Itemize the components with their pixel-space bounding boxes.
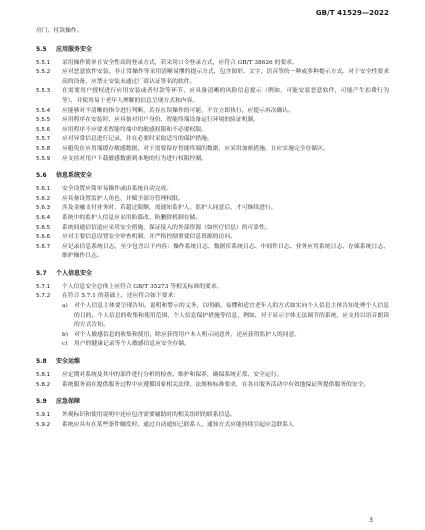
sub-clause-marker: b)	[62, 331, 68, 338]
sub-clause	[36, 331, 389, 341]
clause	[36, 135, 389, 145]
section-title: 安全运维	[56, 358, 81, 366]
section-heading	[36, 357, 389, 366]
clause	[36, 116, 389, 126]
clause	[36, 195, 389, 205]
clause	[36, 68, 389, 87]
clause	[36, 59, 389, 69]
clause-number: 5.5.1	[36, 59, 51, 66]
clause-text: 涉及金融支付业务时，若超过限额，需通知监护人。监护人同意后，才可继续进行。	[62, 205, 277, 212]
clause-number: 5.9.1	[36, 412, 51, 419]
sub-clause	[36, 340, 389, 350]
section-heading	[36, 171, 389, 180]
clause-number: 5.5.6	[36, 126, 51, 133]
clause-number: 5.6.7	[36, 243, 51, 250]
clause-text: 应记录信息系统日志，至少包含以下内容：操作系统日志、数据库系统日志、中间件日志、业务应用系统日志、存储系统日志、维护操作日志。	[62, 243, 389, 260]
clause	[36, 421, 389, 431]
clause-text: 系统中的监护人信息应采用防篡改、防删除机制存储。	[62, 214, 202, 221]
clause	[36, 411, 389, 421]
clause-text: 应支持对用户下载敏感数据到本地的行为进行权限控制。	[62, 155, 207, 162]
clause-number: 5.5.5	[36, 117, 51, 124]
clause-text: 应对主要信息设置安全审查机制，并严格控制重要信息资源的访问。	[62, 234, 236, 241]
clause	[36, 233, 389, 243]
clause-number: 5.7.1	[36, 283, 51, 290]
section-title: 应用服务安全	[56, 45, 93, 53]
section-number: 5.5	[36, 45, 47, 53]
clause-text: 外观标识和使用说明中还应包含需要辅助时的相关组织的联系信息。	[62, 412, 236, 419]
page-number: 3	[369, 517, 373, 524]
clause-text: 安全设置应简单易操作或由系统自动完成。	[62, 186, 173, 193]
clause-text: 个人信息安全总体上应符合 GB/T 35273 等相关标准的要求。	[62, 283, 223, 290]
section-heading	[36, 45, 389, 54]
clause-number: 5.5.8	[36, 145, 51, 152]
clause	[36, 185, 389, 195]
section-number: 5.8	[36, 358, 47, 366]
clause-number: 5.6.4	[36, 214, 51, 221]
sub-clause-text: 对个人敏感信息的收集和使用，除应获得用户本人明示同意外，还应获得监护人的同意。	[74, 331, 301, 338]
clause	[36, 204, 389, 214]
clause-number: 5.5.7	[36, 136, 51, 143]
standard-number: GB/T 41529—2022	[315, 9, 389, 17]
clause-number: 5.6.5	[36, 224, 51, 231]
section-heading	[36, 397, 389, 406]
section-title: 信息系统安全	[56, 172, 93, 180]
clause	[36, 371, 389, 381]
section-heading	[36, 269, 389, 278]
sub-clause-marker: a)	[62, 303, 68, 310]
clause	[36, 224, 389, 234]
clause	[36, 87, 389, 106]
section-number: 5.7	[36, 269, 47, 277]
section-number: 5.9	[36, 398, 47, 406]
clause	[36, 155, 389, 165]
clause	[36, 126, 389, 136]
clause	[36, 292, 389, 302]
clause	[36, 381, 389, 391]
clause-number: 5.9.2	[36, 421, 51, 428]
lead-text: 房门、付款操作。	[36, 28, 83, 34]
clause-number: 5.7.2	[36, 293, 51, 300]
clause-text: 应定期对系统及其中的部件进行分析的检查、维护和保养，确保系统正常、安全运行。	[62, 372, 283, 379]
clause	[36, 145, 389, 155]
clause-text: 采用操作简单且安全性高的登录方式，若采用口令登录方式，应符合 GB/T 38626 的要求。	[62, 59, 298, 66]
sub-clause	[36, 302, 389, 331]
clause-number: 5.5.2	[36, 69, 51, 76]
clause-text: 应对恶意软件安装、非正常操作等采用清晰易懂的提示方式，包含图形、文字、语音等的一种或多种提示方式。对于安全性要求高的设备，应禁止安装未通过厂商认证签名的软件。	[62, 69, 389, 85]
clause-text: 系统服务商在提供服务过程中应遵循国家相关法律、法规和标准要求，在各自服务活动中有效地保证所提供服务的安全。	[62, 381, 370, 388]
section-title: 个人信息安全	[56, 269, 93, 277]
clause-text: 应能够对不清晰的指令进行判断，若存在误操作的可能，不宜立即执行，应提示再次确认。	[62, 107, 294, 114]
sub-clause-text: 用户的健康记录等个人敏感信息应安全存储。	[74, 341, 190, 348]
clause	[36, 283, 389, 293]
clause-text: 应用程序不应要求智能终端中的敏感权限和不必要权限。	[62, 126, 207, 133]
clause-number: 5.6.1	[36, 186, 51, 193]
clause	[36, 243, 389, 262]
document-body	[36, 27, 389, 430]
section-number: 5.6	[36, 172, 47, 180]
clause-text: 系统间通信信道应采用安全措施，保证接入的外部资源（如医疗信息）的可靠性。	[62, 224, 271, 231]
clause-text: 在需要用户授权进行应用安装或者付款等环节，应具备清晰的风险信息提示（例如，可能安装恶意软件，可能产生扣费行为等），并使用易于老年人理解的信息呈现方式和内容。	[62, 88, 389, 104]
clause-text: 系统应具有在某些条件触发时，通过自动通知已联系人、通知方式应能持续引起应急联系人	[62, 421, 294, 428]
clause-number: 5.6.3	[36, 205, 51, 212]
clause-number: 5.5.4	[36, 107, 51, 114]
clause	[36, 214, 389, 224]
clause-text: 应对异常信息进行记录，并在必要时采取适当的保护措施。	[62, 136, 213, 143]
clause-number: 5.6.2	[36, 195, 51, 202]
clause-text: 在符合 5.7.1 的基础上，还应符合如下要求：	[62, 293, 179, 300]
sub-clause-marker: c)	[62, 341, 68, 348]
clause-text: 应用程序在安装时，应具备对用户身份、智能终端设备运行环境的验证机制。	[62, 117, 260, 124]
clause-number: 5.8.1	[36, 372, 51, 379]
clause-number: 5.5.9	[36, 155, 51, 162]
clause	[36, 107, 389, 117]
clause-text: 应具备设置监护人角色，并赋予部分管理权限。	[62, 195, 184, 202]
sub-clause-text: 对个人信息主体要呈现告知、说明和警示的义务，以明确、易懂和适宜老年人的方式如实向个人信息主体告知处理个人信息的目的、个人信息的收集和使用范围，个人信息保护措施等信息，例如，对于显示字体无法调节的系统，应支持以语音朗读的方式告知。	[74, 303, 389, 329]
clause-number: 5.8.2	[36, 381, 51, 388]
section-title: 应急保障	[56, 398, 81, 406]
clause-number: 5.5.3	[36, 88, 51, 95]
clause-text: 应避免在应用端缓存敏感数据，对于需要留存智能终端的数据，应采用加密措施，且应实施完全存储区。	[62, 145, 329, 152]
clause-number: 5.6.6	[36, 234, 51, 241]
